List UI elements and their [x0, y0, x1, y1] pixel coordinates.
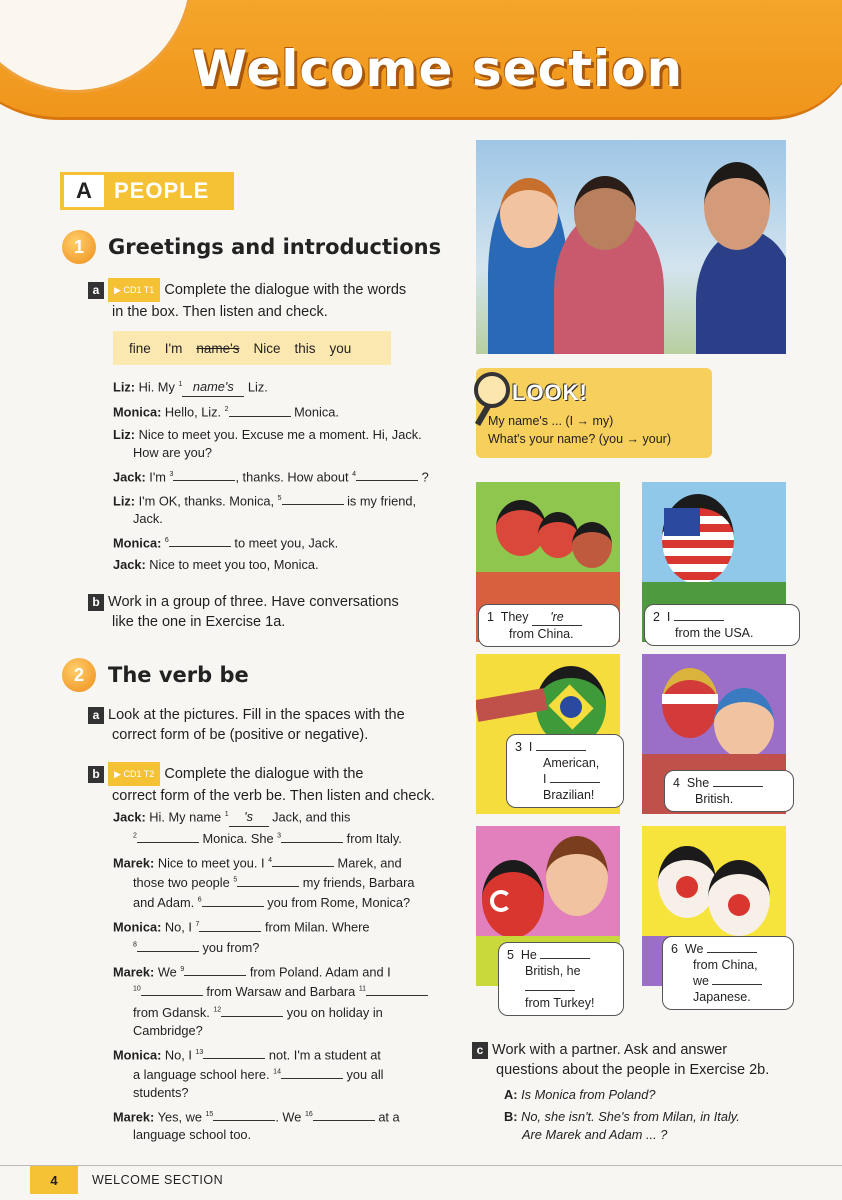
letter-box: b: [88, 766, 104, 783]
example-line: B: No, she isn't. She's from Milan, in Italy. Are Marek and Adam ... ?: [504, 1109, 740, 1142]
cd-track-badge[interactable]: ▶ CD1 T1: [108, 278, 160, 302]
exercise-1a-instruction: a ▶ CD1 T1 Complete the dialogue with the words in the box. Then listen and check.: [88, 278, 406, 322]
dialogue-line: Liz: I'm OK, thanks. Monica, $^5$ is my friend, Jack.: [113, 493, 417, 527]
speech-bubble-3: 3 I American, I Brazilian!: [506, 734, 624, 808]
letter-box: c: [472, 1042, 488, 1059]
answer-blank[interactable]: [366, 995, 428, 996]
word: I'm: [164, 340, 183, 356]
section-name: PEOPLE: [114, 178, 210, 203]
section-letter: A: [64, 175, 104, 207]
dialogue-line: Marek: Nice to meet you. I $^4$ Marek, and those two people $^5$ my friends, Barbara and Adam. $^6$ you from Rome, Monica?: [113, 854, 415, 911]
answer-blank[interactable]: [237, 886, 299, 887]
answer-blank[interactable]: [141, 995, 203, 996]
footer-divider: [0, 1165, 842, 1166]
dialogue-line: Monica: No, I $^{13}$ not. I'm a student at a language school here. $^{14}$ you all students?: [113, 1046, 384, 1101]
word: fine: [129, 340, 151, 356]
boy-face: [714, 688, 774, 758]
word: Nice: [253, 340, 281, 356]
dialogue-line: Jack: Hi. My name $^1$ 's Jack, and this $^2$ Monica. She $^3$ from Italy.: [113, 809, 402, 846]
flag-circle: [676, 876, 698, 898]
dialogue-2: [113, 806, 463, 1144]
exercise-number: 2: [62, 658, 96, 692]
exercise-c-instruction: c Work with a partner. Ask and answer questions about the people in Exercise 2b.: [472, 1040, 812, 1080]
flag-circle: [728, 894, 750, 916]
look-box: [476, 368, 712, 458]
answer-blank[interactable]: [282, 504, 344, 505]
dialogue-line: Liz: Nice to meet you. Excuse me a moment. Hi, Jack. How are you?: [113, 426, 422, 460]
dialogue-line: Marek: Yes, we $^{15}$ . We $^{16}$ at a language school too.: [113, 1109, 400, 1143]
page-number: 4: [30, 1166, 78, 1194]
speech-bubble-4: 4 She British.: [664, 770, 794, 812]
look-title: LOOK!: [512, 380, 588, 405]
dialogue-line: Marek: We $^9$ from Poland. Adam and I $^{10}$ from Warsaw and Barbara $^{11}$ from Gdansk. $^{12}$ you on holiday in Cambridge?: [113, 961, 463, 1040]
banner: [0, 0, 842, 130]
word-box: [113, 331, 391, 365]
answer-blank[interactable]: [173, 480, 235, 481]
exercise-1b-instruction: b Work in a group of three. Have conversations like the one in Exercise 1a.: [88, 592, 399, 632]
exercise-1-header: [62, 230, 441, 264]
friends-photo: [476, 140, 786, 354]
example-line: A: Is Monica from Poland?: [504, 1087, 656, 1102]
answer-blank[interactable]: [281, 842, 343, 843]
magnifying-glass-icon: [474, 372, 510, 408]
flag-circle: [560, 696, 582, 718]
person-face: [704, 162, 770, 250]
look-line: What's your name? (you → your): [488, 432, 672, 446]
word: you: [329, 340, 352, 356]
answer-blank[interactable]: [137, 842, 199, 843]
speech-bubble-2: 2 I from the USA.: [644, 604, 800, 646]
dialogue-line: Monica: $^6$ to meet you, Jack.: [113, 535, 339, 551]
exercise-number: 1: [62, 230, 96, 264]
answer-blank[interactable]: [221, 1016, 283, 1017]
flag-canton: [664, 508, 700, 536]
speech-bubble-6: 6 We from China, we Japanese.: [662, 936, 794, 1010]
exercise-title: The verb be: [108, 663, 249, 687]
person-face: [500, 178, 558, 248]
letter-box: a: [88, 282, 104, 299]
page-title: Welcome section: [192, 40, 684, 98]
answer-blank[interactable]: [213, 1120, 275, 1121]
answer-blank[interactable]: 's: [229, 808, 269, 827]
exercise-2-header: [62, 658, 249, 692]
cd-track-badge[interactable]: ▶ CD1 T2: [108, 762, 160, 786]
exercise-title: Greetings and introductions: [108, 235, 442, 259]
dialogue-line: Monica: No, I $^7$ from Milan. Where $^8$ you from?: [113, 919, 370, 955]
word: this: [294, 340, 316, 356]
woman-face: [546, 836, 608, 916]
person-face: [574, 176, 636, 250]
dialogue-1: [113, 376, 463, 574]
footer-label: WELCOME SECTION: [92, 1173, 224, 1187]
section-a-header: [60, 172, 234, 210]
exercise-2a-instruction: a Look at the pictures. Fill in the spaces with the correct form of be (positive or negative).: [88, 705, 405, 745]
answer-blank[interactable]: [229, 416, 291, 417]
answer-blank[interactable]: [199, 931, 261, 932]
letter-box: a: [88, 707, 104, 724]
flag-crescent: [490, 890, 512, 912]
speech-bubble-1: 1 They 're from China.: [478, 604, 620, 647]
face-chinese-flag: [572, 522, 612, 568]
word-used: name's: [196, 340, 240, 356]
answer-blank[interactable]: [313, 1120, 375, 1121]
dialogue-line: Jack: Nice to meet you too, Monica.: [113, 557, 319, 573]
answer-blank[interactable]: [137, 951, 199, 952]
speech-bubble-5: 5 He British, he from Turkey!: [498, 942, 624, 1016]
answer-blank[interactable]: [203, 1058, 265, 1059]
example-dialogue: [504, 1086, 824, 1144]
answer-blank[interactable]: [202, 906, 264, 907]
answer-blank[interactable]: [184, 975, 246, 976]
answer-blank[interactable]: name's: [182, 378, 244, 397]
exercise-2b-instruction: b ▶ CD1 T2 Complete the dialogue with the correct form of the verb be. Then listen and check.: [88, 762, 435, 806]
answer-blank[interactable]: [356, 480, 418, 481]
dialogue-line: Monica: Hello, Liz. $^2$ Monica.: [113, 404, 339, 420]
dialogue-line: Liz: Hi. My $^1$ name's Liz.: [113, 376, 463, 397]
answer-blank[interactable]: [169, 546, 231, 547]
answer-blank[interactable]: [272, 866, 334, 867]
answer-blank[interactable]: [281, 1078, 343, 1079]
letter-box: b: [88, 594, 104, 611]
dialogue-line: Jack: I'm $^3$ , thanks. How about $^4$ ?: [113, 468, 429, 484]
look-line: My name's ... (I → my): [488, 414, 614, 428]
flag-cross: [662, 694, 718, 704]
